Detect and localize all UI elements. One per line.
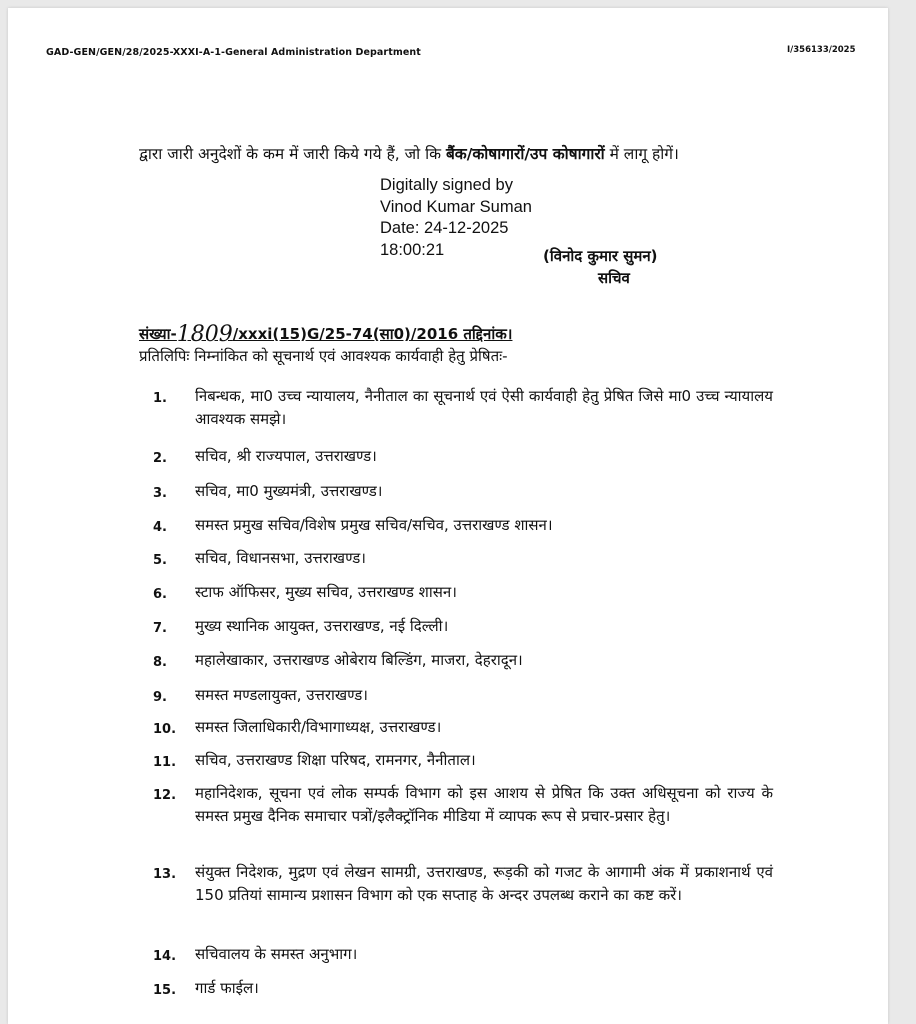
list-item bbox=[153, 782, 773, 828]
list-item-text: समस्त प्रमुख सचिव/विशेष प्रमुख सचिव/सचिव, उत्तराखण्ड शासन। bbox=[195, 516, 553, 534]
list-item bbox=[153, 615, 773, 638]
list-item-text: महानिदेशक, सूचना एवं लोक सम्पर्क विभाग को इस आशय से प्रेषित कि उक्त अधिसूचना को राज्य के समस्त प्रमुख दैनिक समाचार पत्रों/इलैक्ट्रॉनिक मीडिया में व्यापक रूप से प्रचार-प्रसार हेतु। bbox=[195, 784, 773, 825]
document-page bbox=[8, 8, 888, 1024]
list-item-text: गार्ड फाईल। bbox=[195, 979, 259, 997]
document-number-header: I/356133/2025 bbox=[787, 45, 856, 55]
list-item-number: 13. bbox=[153, 867, 177, 882]
reference-suffix: /xxxi(15)G/25-74(सा0)/2016 तद्दिनांक। bbox=[232, 325, 513, 343]
list-item-text: महालेखाकार, उत्तराखण्ड ओबेराय बिल्डिंग, माजरा, देहरादून। bbox=[195, 651, 523, 669]
copy-to-heading: प्रतिलिपिः निम्नांकित को सूचनार्थ एवं आवश्यक कार्यवाही हेतु प्रेषितः- bbox=[139, 347, 508, 365]
list-item-number: 9. bbox=[153, 690, 167, 705]
digital-signature-block bbox=[380, 175, 532, 261]
handwritten-number: 1809 bbox=[176, 322, 233, 347]
list-item-text: समस्त मण्डलायुक्त, उत्तराखण्ड। bbox=[195, 686, 368, 704]
list-item-text: सचिवालय के समस्त अनुभाग। bbox=[195, 945, 358, 963]
list-item-number: 10. bbox=[153, 722, 177, 737]
digisig-line-4: 18:00:21 bbox=[380, 240, 445, 259]
digisig-line-2: Vinod Kumar Suman bbox=[380, 197, 532, 216]
intro-text-1: द्वारा जारी अनुदेशों के कम में जारी किये गये हैं, जो कि bbox=[139, 145, 446, 163]
list-item bbox=[153, 445, 773, 468]
list-item-text: समस्त जिलाधिकारी/विभागाध्यक्ष, उत्तराखण्ड। bbox=[195, 718, 442, 736]
list-item-number: 3. bbox=[153, 486, 167, 501]
list-item-number: 6. bbox=[153, 587, 167, 602]
intro-text-2: में लागू होगें। bbox=[604, 145, 679, 163]
list-item bbox=[153, 684, 773, 707]
list-item-number: 12. bbox=[153, 788, 177, 803]
list-item bbox=[153, 581, 773, 604]
file-reference-header: GAD-GEN/GEN/28/2025-XXXI-A-1-General Administration Department bbox=[46, 47, 421, 58]
list-item-text: निबन्धक, मा0 उच्च न्यायालय, नैनीताल का सूचनार्थ एवं ऐसी कार्यवाही हेतु प्रेषित जिसे मा0 उच्च न्यायालय आवश्यक समझे। bbox=[195, 387, 773, 428]
list-item-text: सचिव, विधानसभा, उत्तराखण्ड। bbox=[195, 549, 366, 567]
list-item-number: 8. bbox=[153, 655, 167, 670]
list-item-number: 4. bbox=[153, 520, 167, 535]
list-item bbox=[153, 514, 773, 537]
list-item bbox=[153, 977, 773, 1000]
list-item-text: सचिव, श्री राज्यपाल, उत्तराखण्ड। bbox=[195, 447, 377, 465]
list-item-number: 2. bbox=[153, 451, 167, 466]
reference-number bbox=[139, 320, 512, 345]
digisig-line-3: Date: 24-12-2025 bbox=[380, 219, 509, 237]
list-item-text: सचिव, मा0 मुख्यमंत्री, उत्तराखण्ड। bbox=[195, 482, 383, 500]
list-item bbox=[153, 385, 773, 431]
list-item-number: 7. bbox=[153, 621, 167, 636]
list-item-text: संयुक्त निदेशक, मुद्रण एवं लेखन सामग्री, उत्तराखण्ड, रूड़की को गजट के आगामी अंक में प्रकाशनार्थ एवं 150 प्रतियां सामान्य प्रशासन विभाग को एक सप्ताह के अन्दर उपलब्ध कराने का कष्ट करें। bbox=[195, 863, 773, 904]
signatory-name: (विनोद कुमार सुमन) bbox=[543, 247, 658, 265]
digisig-line-1: Digitally signed by bbox=[380, 176, 513, 194]
list-item bbox=[153, 480, 773, 503]
list-item-number: 5. bbox=[153, 553, 167, 568]
signatory-designation: सचिव bbox=[598, 269, 630, 287]
list-item bbox=[153, 749, 773, 772]
list-item-text: स्टाफ ऑफिसर, मुख्य सचिव, उत्तराखण्ड शासन। bbox=[195, 583, 457, 601]
intro-bold-text: बैंक/कोषागारों/उप कोषागारों bbox=[445, 145, 605, 163]
list-item-number: 11. bbox=[153, 755, 177, 770]
list-item-number: 15. bbox=[153, 983, 177, 998]
list-item bbox=[153, 547, 773, 570]
list-item bbox=[153, 861, 773, 907]
list-item-number: 1. bbox=[153, 391, 167, 406]
list-item bbox=[153, 943, 773, 966]
list-item bbox=[153, 649, 773, 672]
list-item-text: मुख्य स्थानिक आयुक्त, उत्तराखण्ड, नई दिल्ली। bbox=[195, 617, 449, 635]
list-item-number: 14. bbox=[153, 949, 177, 964]
reference-prefix: संख्या- bbox=[139, 325, 177, 343]
intro-paragraph bbox=[139, 140, 779, 168]
list-item-text: सचिव, उत्तराखण्ड शिक्षा परिषद, रामनगर, नैनीताल। bbox=[195, 751, 476, 769]
list-item bbox=[153, 716, 773, 739]
